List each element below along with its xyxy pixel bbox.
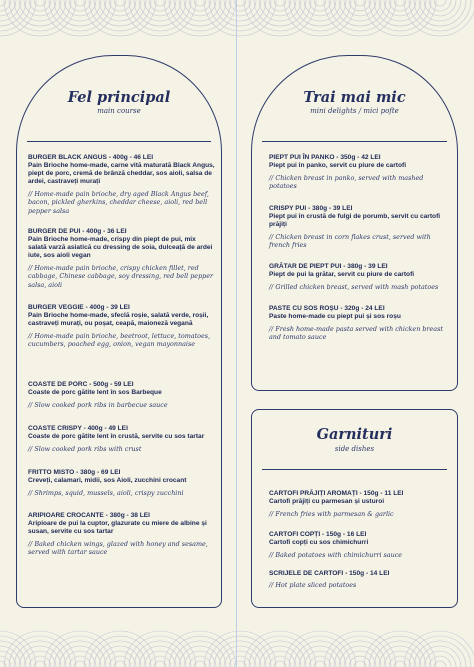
item-english: // Chicken breast in corn flakes crust, served with french fries bbox=[269, 233, 431, 250]
menu-item-cartofi-copti bbox=[269, 531, 449, 559]
item-description: Cartofi copți cu sos chimichurri bbox=[269, 539, 369, 547]
mini-delights-panel bbox=[251, 55, 458, 391]
item-name: COASTE DE PORC - 500g - 59 LEI bbox=[28, 381, 134, 388]
item-english: // Home-made pain brioche, dry aged Black Angus beef, bacon, pickled gherkins, cheddar cheese, aioli, red bell pepper salsa bbox=[28, 190, 209, 215]
item-description: Coaste de porc gătite lent în crustă, servite cu sos tartar bbox=[28, 433, 205, 441]
item-name: CARTOFI PRĂJIȚI AROMAȚI - 150g - 11 LEI bbox=[269, 490, 404, 497]
item-name: BURGER VEGGIE - 400g - 39 LEI bbox=[28, 304, 130, 311]
item-description: Pain Brioche home-made, crispy din piept de pui, mix salată varză asiatică cu dressing de soia, dulceață de ardei iute, sos aioli vegan bbox=[28, 236, 213, 260]
item-english: // Hot plate sliced potatoes bbox=[269, 581, 357, 590]
item-english: // Home-made pain brioche, crispy chicken fillet, red cabbage, Chinese cabbage, soy dressing, red bell pepper salsa, aioli bbox=[28, 264, 214, 289]
menu-item-fritto-misto bbox=[28, 469, 215, 497]
item-description: Cartofi prăjiți cu parmesan și usturoi bbox=[269, 498, 385, 506]
item-english: // Shrimps, squid, mussels, aioli, crispy zucchini bbox=[28, 489, 184, 498]
mini-delights-divider bbox=[262, 141, 447, 142]
menu-item-cartofi-prajiti bbox=[269, 490, 449, 518]
side-dishes-divider bbox=[262, 469, 447, 470]
mini-delights-title: Trai mai mic bbox=[303, 89, 406, 106]
item-name: COASTE CRISPY - 400g - 49 LEI bbox=[28, 425, 128, 432]
menu-item-scrijele-cartofi bbox=[269, 570, 449, 589]
item-name: GRĂTAR DE PIEPT PUI - 380g - 39 LEI bbox=[269, 263, 388, 270]
side-dishes-panel bbox=[251, 409, 458, 608]
menu-item-burger-angus bbox=[28, 154, 215, 215]
item-description: Paste home-made cu piept pui și sos roșu bbox=[269, 313, 401, 321]
item-english: // Chicken breast in panko, served with mashed potatoes bbox=[269, 174, 424, 191]
mini-delights-subtitle: mini delights / mici pofte bbox=[310, 107, 399, 115]
item-name: BURGER BLACK ANGUS - 400g - 46 LEI bbox=[28, 154, 154, 161]
menu-item-paste-sos-rosu bbox=[269, 305, 449, 341]
item-english: // Baked chicken wings, glazed with honey and sesame, served with tartar sauce bbox=[28, 540, 208, 557]
decorative-pattern-top bbox=[0, 0, 474, 60]
item-english: // Slow cooked pork ribs with crust bbox=[28, 445, 142, 454]
item-english: // Home-made pain brioche, beetroot, lettuce, tomatoes, cucumbers, poached egg, onion, vegan mayonnaise bbox=[28, 332, 211, 349]
item-name: ARIPIOARE CROCANTE - 380g - 38 LEI bbox=[28, 512, 151, 519]
side-dishes-subtitle: side dishes bbox=[334, 445, 375, 453]
menu-item-gratar-pui bbox=[269, 263, 449, 291]
main-course-divider bbox=[27, 141, 211, 142]
item-description: Coaste de porc gătite lent în sos Barbeque bbox=[28, 389, 162, 397]
item-name: CARTOFI COPȚI - 150g - 16 LEI bbox=[269, 531, 367, 538]
item-name: SCRIJELE DE CARTOFI - 150g - 14 LEI bbox=[269, 570, 390, 577]
item-description: Piept de pui la grătar, servit cu piure de cartofi bbox=[269, 271, 415, 279]
item-name: FRITTO MISTO - 380g - 69 LEI bbox=[28, 469, 121, 476]
item-name: BURGER DE PUI - 400g - 36 LEI bbox=[28, 228, 127, 235]
item-description: Aripioare de pui la cuptor, glazurate cu miere de albine și susan, servite cu sos tartar bbox=[28, 520, 207, 536]
item-description: Pain Brioche home-made, sfeclă roșie, salată verde, roșii, castraveți murați, ou poșat, ceapă, maioneză vegană bbox=[28, 312, 209, 328]
main-course-title: Fel principal bbox=[67, 89, 171, 106]
decorative-pattern-bottom bbox=[0, 605, 474, 667]
item-name: PIEPT PUI ÎN PANKO - 350g - 42 LEI bbox=[269, 154, 381, 161]
item-name: PASTE CU SOS ROȘU - 320g - 24 LEI bbox=[269, 305, 385, 312]
side-dishes-title: Garnituri bbox=[316, 426, 393, 443]
menu-item-coaste-crispy bbox=[28, 425, 215, 453]
item-description: Pain Brioche home-made, carne vită maturată Black Angus, piept de porc, cremă de brânză cheddar, sos aioli, salsa de ardei, castraveți murați bbox=[28, 162, 215, 186]
fold-line bbox=[236, 0, 237, 667]
main-course-panel bbox=[16, 55, 222, 608]
item-english: // Grilled chicken breast, served with mash potatoes bbox=[269, 283, 439, 292]
item-english: // Fresh home-made pasta served with chicken breast and tomato sauce bbox=[269, 325, 443, 342]
main-course-subtitle: main course bbox=[97, 107, 141, 115]
menu-item-burger-pui bbox=[28, 228, 215, 289]
menu-item-burger-veggie bbox=[28, 304, 215, 348]
item-english: // Slow cooked pork ribs in barbecue sauce bbox=[28, 401, 168, 410]
menu-item-pui-panko bbox=[269, 154, 449, 190]
item-english: // Baked potatoes with chimichurri sauce bbox=[269, 551, 403, 560]
menu-item-aripioare bbox=[28, 512, 215, 556]
item-description: Creveți, calamari, midii, sos Aioli, zucchini crocant bbox=[28, 477, 187, 485]
menu-item-crispy-pui bbox=[269, 205, 449, 249]
item-english: // French fries with parmesan & garlic bbox=[269, 510, 394, 519]
menu-item-coaste-porc bbox=[28, 381, 215, 409]
item-description: Piept pui în panko, servit cu piure de cartofi bbox=[269, 162, 407, 170]
item-description: Piept pui în crustă de fulgi de porumb, servit cu cartofi prăjiți bbox=[269, 213, 441, 229]
item-name: CRISPY PUI - 380g - 39 LEI bbox=[269, 205, 353, 212]
